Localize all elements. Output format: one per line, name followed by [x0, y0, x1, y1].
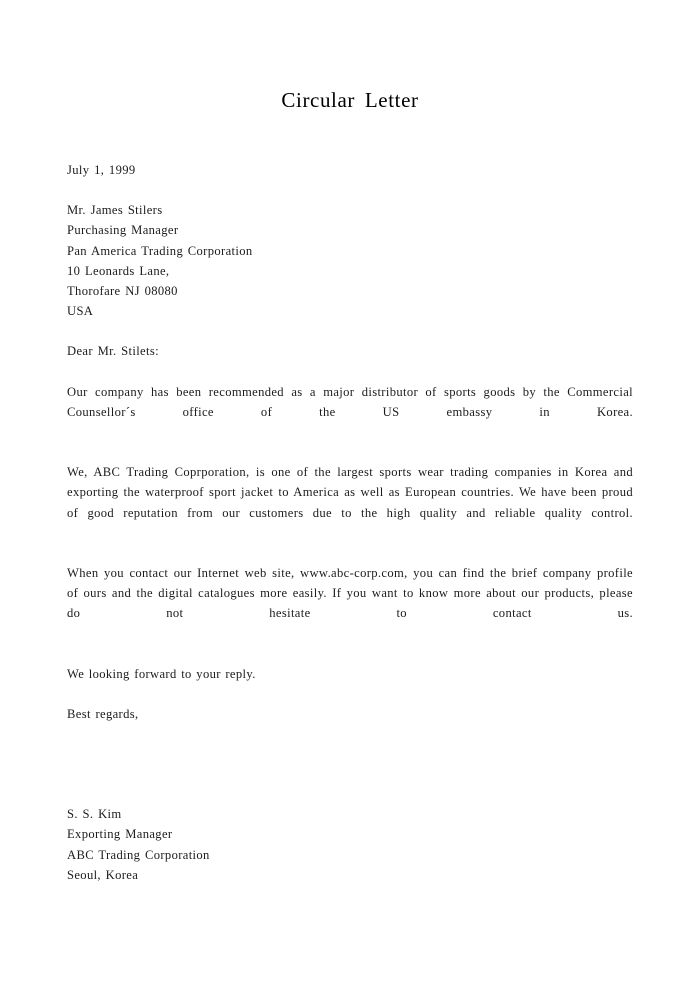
- recipient-city-state-zip: Thorofare NJ 08080: [67, 284, 178, 299]
- signer-location: Seoul, Korea: [67, 867, 139, 882]
- recipient-name: Mr. James Stilers: [67, 203, 163, 218]
- spacer: [67, 543, 633, 563]
- salutation: Dear Mr. Stilets:: [67, 344, 159, 359]
- spacer: [67, 180, 633, 200]
- recipient-company: Pan America Trading Corporation: [67, 243, 253, 258]
- recipient-job-title: Purchasing Manager: [67, 223, 179, 238]
- spacer: [67, 684, 633, 704]
- recipient-country: USA: [67, 304, 94, 319]
- spacer: [67, 362, 633, 382]
- body-paragraph-4: We looking forward to your reply.: [67, 666, 256, 681]
- body-paragraph-1: Our company has been recommended as a major distributor of sports goods by the Commercial Counsellor´s office of the US embassy in Korea.: [67, 384, 633, 419]
- spacer: [67, 321, 633, 341]
- closing-line: Best regards,: [67, 707, 139, 722]
- date-line: July 1, 1999: [67, 163, 136, 177]
- recipient-street: 10 Leonards Lane,: [67, 263, 170, 278]
- signer-name: S. S. Kim: [67, 807, 122, 822]
- signature-space: [67, 724, 633, 804]
- body-paragraph-2: We, ABC Trading Coprporation, is one of the largest sports wear trading companies in Korea and exporting the waterproof sport jacket to America as well as European countries. We have been proud of good reputation from our customers due to the high quality and reliable quality control.: [67, 465, 633, 520]
- spacer: [67, 442, 633, 462]
- signer-company: ABC Trading Corporation: [67, 847, 210, 862]
- page-title: Circular Letter: [281, 88, 419, 112]
- spacer: [67, 644, 633, 664]
- body-paragraph-3: When you contact our Internet web site, www.abc-corp.com, you can find the brief company profile of ours and the digital catalogues more easily. If you want to know more about our products, please do not hesitate to contact us.: [67, 566, 633, 621]
- letter-body: [67, 160, 633, 885]
- signer-job-title: Exporting Manager: [67, 827, 173, 842]
